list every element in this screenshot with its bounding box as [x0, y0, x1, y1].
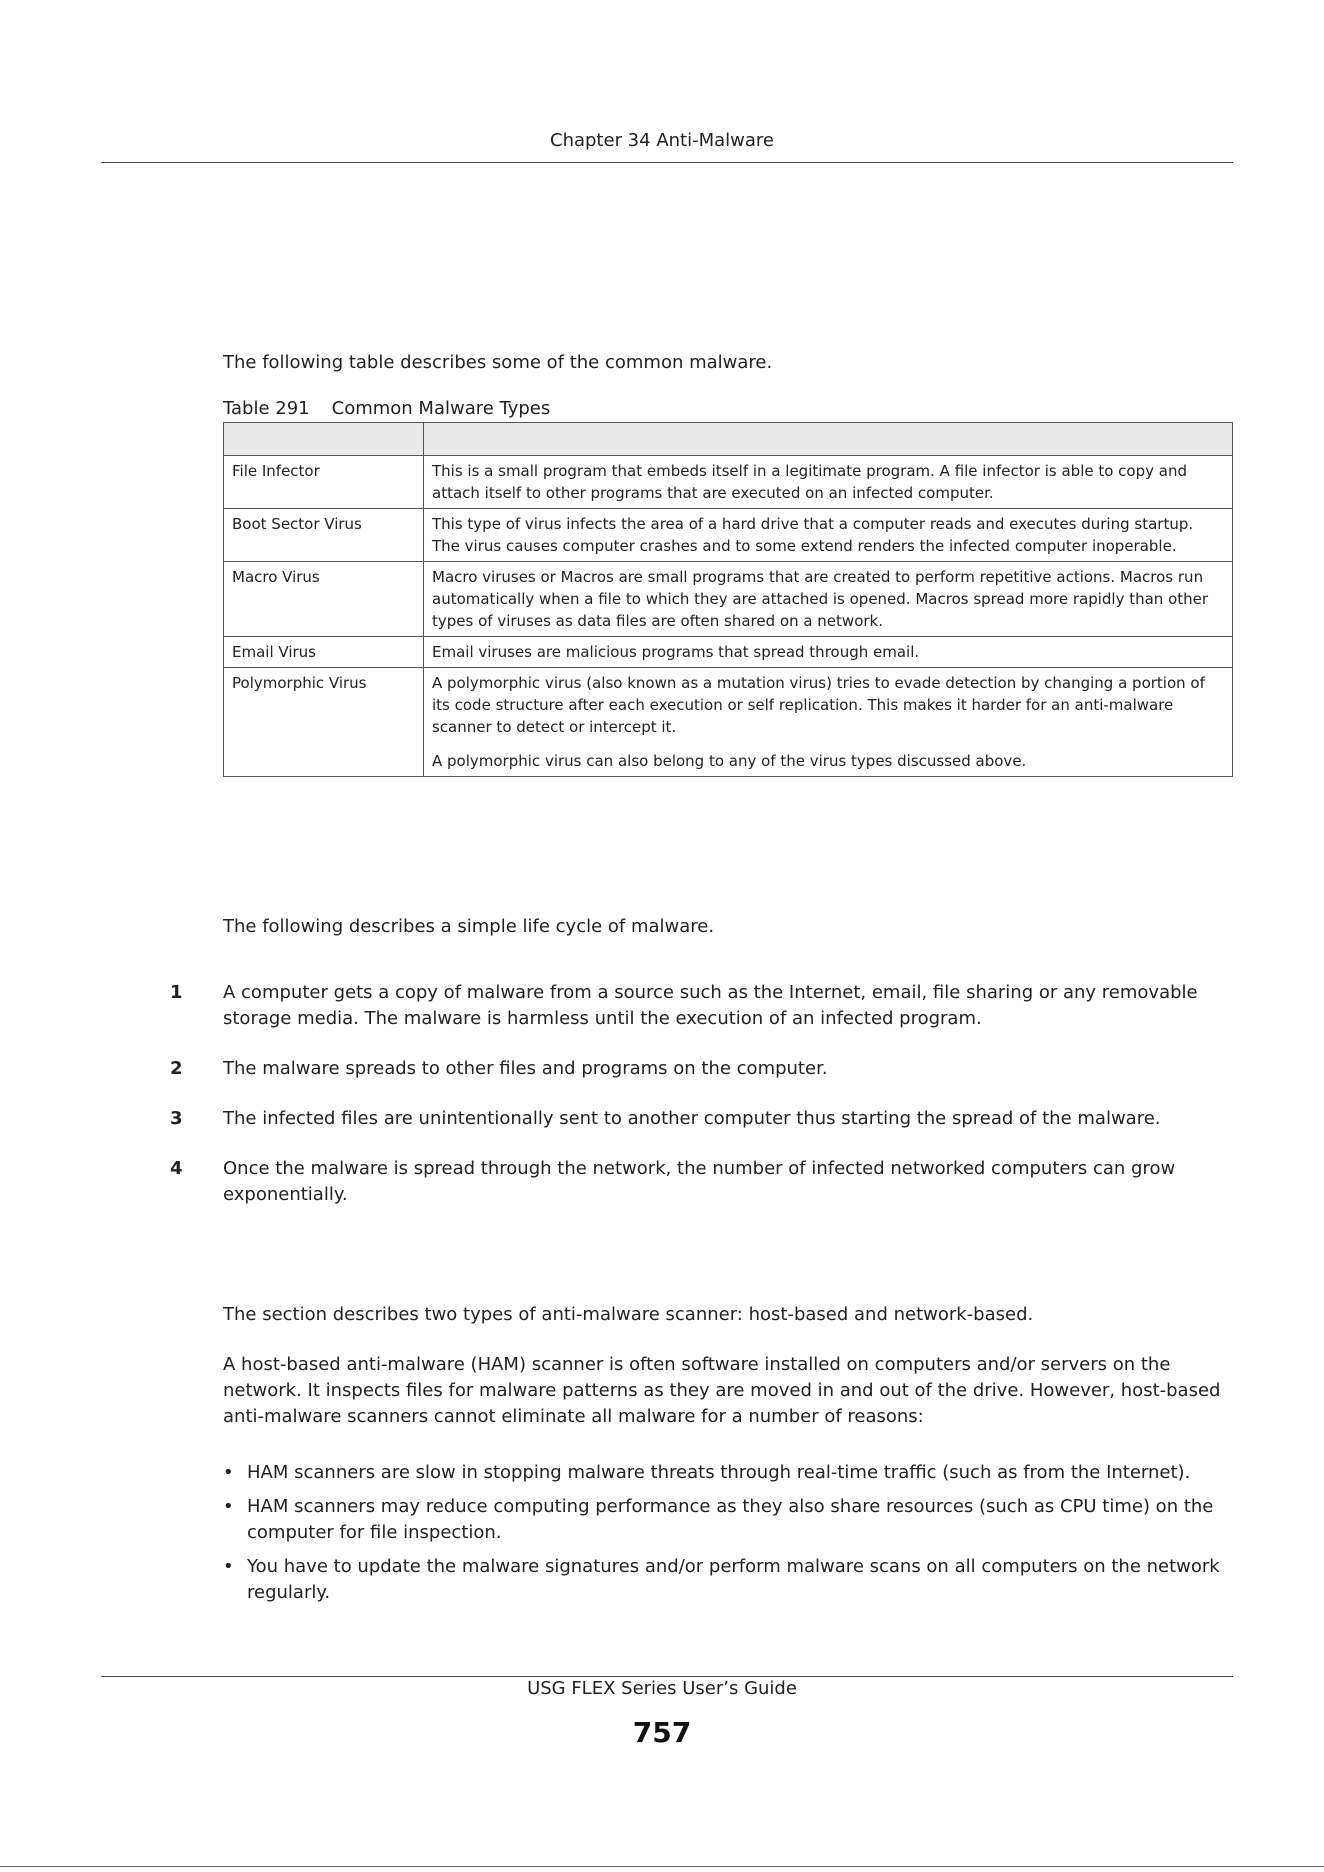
table-header-cell — [224, 423, 424, 456]
malware-type-cell: Macro Virus — [224, 562, 424, 637]
bullet-icon: • — [223, 1462, 234, 1483]
bullet-text: HAM scanners may reduce computing performance as they also share resources (such as CPU time) on the computer for file inspection. — [247, 1496, 1214, 1543]
bullet-text: HAM scanners are slow in stopping malware threats through real-time traffic (such as from the Internet). — [247, 1462, 1191, 1483]
malware-description-cell — [424, 562, 1233, 637]
malware-description-cell — [424, 637, 1233, 668]
ham-scanner-paragraph: A host-based anti-malware (HAM) scanner is often software installed on computers and/or servers on the network. It inspects files for malware patterns as they are moved in and out of the drive. However, host-based anti-malware scanners cannot eliminate all malware for a number of reasons: — [223, 1354, 1221, 1427]
description-paragraph: This is a small program that embeds itself in a legitimate program. A file infector is able to copy and attach itself to other programs that are executed on an infected computer. — [432, 462, 1187, 502]
list-item — [223, 1460, 1233, 1486]
list-item — [223, 1494, 1233, 1546]
lifecycle-steps-list — [170, 980, 1233, 1232]
malware-type-cell: Boot Sector Virus — [224, 509, 424, 562]
table-row — [224, 509, 1233, 562]
ham-limitations-list — [223, 1460, 1233, 1614]
table-row — [224, 456, 1233, 509]
step-number: 2 — [170, 1058, 183, 1079]
footer-divider — [101, 1676, 1233, 1677]
malware-type-cell: Polymorphic Virus — [224, 668, 424, 777]
table-caption-label: Table 291 — [223, 398, 310, 419]
page-bottom-border — [0, 1866, 1324, 1867]
page-number: 757 — [632, 1716, 692, 1749]
malware-type-cell: Email Virus — [224, 637, 424, 668]
table-header-cell — [424, 423, 1233, 456]
table-header-row — [224, 423, 1233, 456]
bullet-icon: • — [223, 1496, 234, 1517]
table-row — [224, 637, 1233, 668]
bullet-icon: • — [223, 1556, 234, 1577]
list-item — [170, 980, 1233, 1032]
malware-description-cell — [424, 668, 1233, 777]
malware-description-cell — [424, 456, 1233, 509]
table-intro-text: The following table describes some of the common malware. — [223, 352, 773, 373]
page-header-title: Chapter 34 Anti-Malware — [550, 130, 774, 151]
description-paragraph: Macro viruses or Macros are small programs that are created to perform repetitive actions. Macros run automatically when a file to which they are attached is opened. Macros spread more rapidly than other types of viruses as data files are often shared on a network. — [432, 568, 1209, 630]
step-number: 3 — [170, 1108, 183, 1129]
description-paragraph: A polymorphic virus can also belong to any of the virus types discussed above. — [432, 752, 1027, 770]
footer-guide-title: USG FLEX Series User’s Guide — [527, 1678, 797, 1699]
list-item — [170, 1106, 1233, 1132]
description-paragraph: A polymorphic virus (also known as a mutation virus) tries to evade detection by changing a portion of its code structure after each execution or self replication. This makes it harder for an anti-malware scanner to detect or intercept it. — [432, 674, 1205, 736]
lifecycle-intro-text: The following describes a simple life cycle of malware. — [223, 916, 715, 937]
malware-types-table — [223, 422, 1233, 777]
scanner-intro-text: The section describes two types of anti-malware scanner: host-based and network-based. — [223, 1304, 1034, 1325]
list-item — [170, 1056, 1233, 1082]
table-row — [224, 562, 1233, 637]
step-text: The infected files are unintentionally sent to another computer thus starting the spread of the malware. — [223, 1108, 1161, 1129]
malware-type-cell: File Infector — [224, 456, 424, 509]
malware-description-cell — [424, 509, 1233, 562]
bullet-text: You have to update the malware signatures and/or perform malware scans on all computers on the network regularly. — [247, 1556, 1220, 1603]
table-caption — [223, 398, 550, 419]
list-item — [223, 1554, 1233, 1606]
step-number: 1 — [170, 982, 183, 1003]
step-number: 4 — [170, 1158, 183, 1179]
description-paragraph: Email viruses are malicious programs that spread through email. — [432, 643, 920, 661]
header-divider — [101, 162, 1233, 163]
step-text: Once the malware is spread through the network, the number of infected networked computers can grow exponentially. — [223, 1158, 1176, 1205]
list-item — [170, 1156, 1233, 1208]
description-paragraph: This type of virus infects the area of a hard drive that a computer reads and executes during startup. The virus causes computer crashes and to some extend renders the infected computer inoperable. — [432, 515, 1194, 555]
step-text: The malware spreads to other files and programs on the computer. — [223, 1058, 828, 1079]
table-row — [224, 668, 1233, 777]
table-caption-name: Common Malware Types — [331, 398, 551, 419]
step-text: A computer gets a copy of malware from a source such as the Internet, email, file sharing or any removable storage media. The malware is harmless until the execution of an infected program. — [223, 982, 1198, 1029]
